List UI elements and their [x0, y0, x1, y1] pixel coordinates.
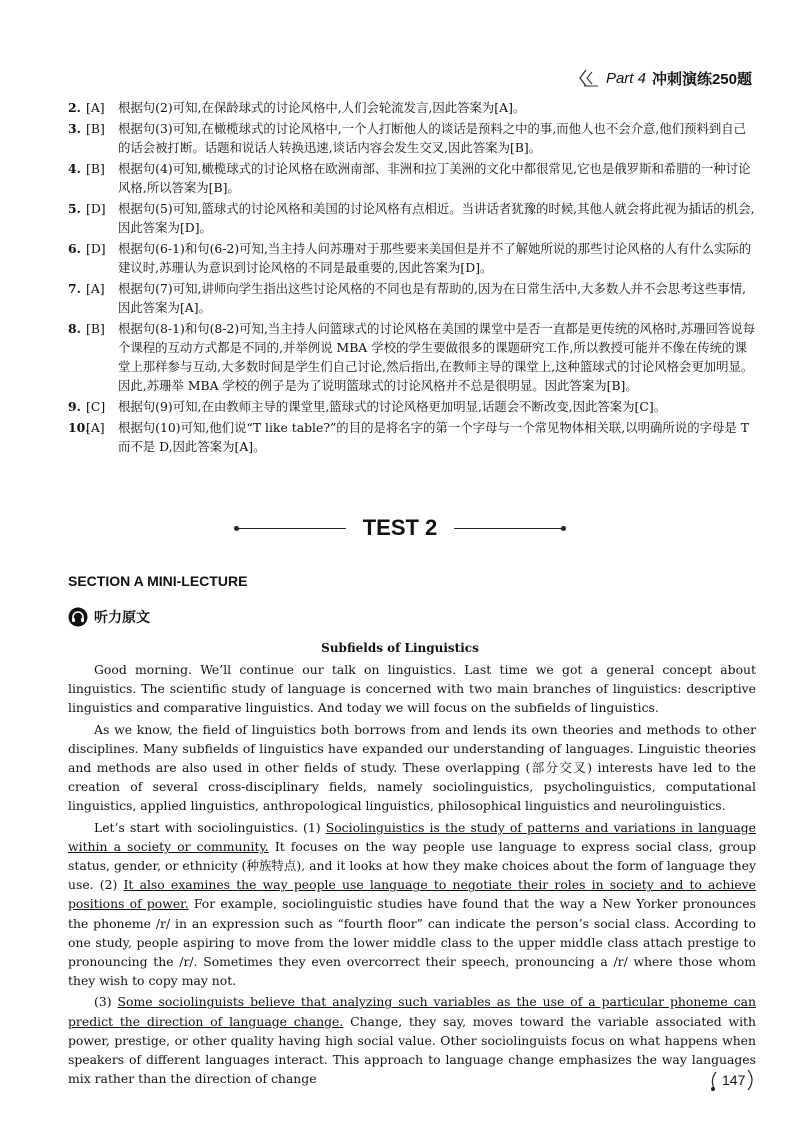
text-segment: For example, sociolinguistic studies have found that the way a New Yorker pronounces the phoneme /r/ in an expression such as “fourth floor” can indicate the person’s social class. According to one study, people aspiring to move from the lower middle class to the upper middle class attach prestige to pronouncing the /r/. Sometimes they even overcorrect their speech, pronouncing a /r/ where those whom they wish to copy may not.: [68, 896, 756, 989]
answer-number: 10.: [68, 420, 90, 435]
answer-item: [68, 279, 758, 317]
answer-explanations: [68, 98, 758, 458]
answer-item: [68, 397, 758, 416]
answer-number: 7.: [68, 281, 81, 296]
answer-number: 3.: [68, 121, 81, 136]
answer-item: [68, 119, 758, 157]
answer-explanation: 根据句(7)可知,讲师向学生指出这些讨论风格的不同也是有帮助的,因为在日常生活中,大多数人并不会思考这些事情,因此答案为[A]。: [118, 281, 747, 315]
answer-explanation: 根据句(4)可知,橄榄球式的讨论风格在欧洲南部、非洲和拉丁美洲的文化中都很常见,它也是俄罗斯和希腊的一种讨论风格,所以答案为[B]。: [118, 161, 751, 195]
answer-explanation: 根据句(10)可知,他们说“T like table?”的目的是将名字的第一个字母与一个常见物体相关联,以明确所说的字母是 T 而不是 D,因此答案为[A]。: [118, 420, 749, 454]
text-segment: Let’s start with sociolinguistics. (1): [94, 819, 326, 835]
listening-label: 听力原文: [94, 610, 150, 626]
text-segment: It focuses on the way people use language to express social class, group status, gender, or ethnicity (种族特点), and it looks at how they make choices about the form of language they use. (2): [68, 838, 756, 893]
listening-section-label: [68, 607, 150, 627]
answer-item: [68, 239, 758, 277]
answer-key: [A]: [86, 420, 105, 435]
answer-explanation: 根据句(9)可知,在由教师主导的课堂里,篮球式的讨论风格更加明显,话题会不断改变,因此答案为[C]。: [118, 399, 667, 414]
underlined-sentence: Sociolinguistics is the study of patterns and variations in language within a society or community.: [68, 819, 756, 854]
article-title: Subfields of Linguistics: [321, 641, 479, 655]
section-heading: SECTION A MINI-LECTURE: [68, 573, 248, 589]
title-rule-right: [454, 528, 564, 529]
answer-key: [B]: [86, 161, 105, 176]
answer-key: [C]: [86, 399, 106, 414]
article-body: [68, 660, 756, 1090]
answer-explanation: 根据句(3)可知,在橄榄球式的讨论风格中,一个人打断他人的谈话是预料之中的事,而他人也不会介意,他们预料到自己的话会被打断。话题和说话人转换迅速,谈话内容会发生交叉,因此答案为[B]。: [118, 121, 747, 155]
chevron-ornament-icon: [578, 68, 600, 88]
headphones-icon: [68, 607, 88, 627]
answer-explanation: 根据句(6-1)和句(6-2)可知,当主持人问苏珊对于那些要来美国但是并不了解她所说的那些讨论风格的人有什么实际的建议时,苏珊认为意识到讨论风格的不同是最重要的,因此答案为[D]。: [118, 241, 752, 275]
answer-item: [68, 159, 758, 197]
answer-number: 8.: [68, 321, 81, 336]
text-segment: As we know, the field of linguistics both borrows from and lends its own theories and methods to other disciplines. Many subfields of linguistics have expanded our understanding of languages. Linguistic theories and methods are also used in other fields of study. These overlapping (部分交叉) interests have led to the creation of several cross-disciplinary fields, namely sociolinguistics, psycholinguistics, computational linguistics, applied linguistics, anthropological linguistics, philosophical linguistics and neurolinguistics.: [68, 721, 756, 814]
answer-key: [B]: [86, 321, 105, 336]
test-title: [0, 515, 800, 541]
underlined-sentence: It also examines the way people use language to negotiate their roles in society and to achieve positions of power.: [68, 877, 756, 912]
text-segment: Good morning. We’ll continue our talk on linguistics. Last time we got a general concept about linguistics. The scientific study of language is concerned with two main branches of linguistics: descriptive linguistics and comparative linguistics. And today we will focus on the subfields of linguistics.: [68, 662, 756, 716]
header-part: Part 4: [605, 69, 646, 87]
answer-number: 6.: [68, 241, 81, 256]
answer-item: [68, 319, 758, 395]
article-paragraph: [68, 818, 756, 991]
answer-key: [B]: [86, 121, 105, 136]
answer-number: 5.: [68, 201, 81, 216]
title-rule-left: [236, 528, 346, 529]
running-header: [578, 66, 752, 90]
answer-explanation: 根据句(5)可知,篮球式的讨论风格和美国的讨论风格有点相近。当讲话者犹豫的时候,其他人就会将此视为插话的机会,因此答案为[D]。: [118, 201, 755, 235]
answer-number: 4.: [68, 161, 81, 176]
answer-item: [68, 98, 758, 117]
answer-key: [A]: [86, 100, 105, 115]
page-number: 147: [722, 1072, 746, 1088]
test-title-text: TEST 2: [362, 515, 438, 540]
article-paragraph: [68, 720, 756, 816]
answer-number: 9.: [68, 399, 81, 414]
text-segment: Change, they say, moves toward the variable associated with power, prestige, or other quality having high social value. Other sociolinguists focus on what happens when speakers of different languages interact. This approach to language change emphasizes the way languages mix rather than the direction of change: [68, 1013, 756, 1087]
answer-number: 2.: [68, 100, 81, 115]
article-paragraph: [68, 660, 756, 718]
underlined-sentence: Some sociolinguists believe that analyzing such variables as the use of a particular phoneme can predict the direction of language change.: [68, 994, 756, 1029]
text-segment: (3): [94, 994, 118, 1010]
answer-item: [68, 199, 758, 237]
answer-key: [D]: [86, 201, 106, 216]
article-paragraph: [68, 992, 756, 1088]
header-title: 冲刺演练250题: [651, 70, 752, 88]
answer-item: [68, 418, 758, 456]
answer-key: [D]: [86, 241, 106, 256]
answer-explanation: 根据句(2)可知,在保龄球式的讨论风格中,人们会轮流发言,因此答案为[A]。: [118, 100, 526, 115]
answer-key: [A]: [86, 281, 105, 296]
answer-explanation: 根据句(8-1)和句(8-2)可知,当主持人问篮球式的讨论风格在美国的课堂中是否一直都是更传统的风格时,苏珊回答说每个课程的互动方式都是不同的,并举例说 MBA 学校的学生要做很多的课题研究工作,所以教授可能并不像在传统的课堂上那样参与互动,大多数时间是学生们自己讨论,然后指出,在教师主导的课堂上,这种篮球式的讨论风格会更加明显。因此,苏珊举 MBA 学校的例子是为了说明篮球式的讨论风格并不总是很明显。因此答案为[B]。: [118, 321, 756, 393]
